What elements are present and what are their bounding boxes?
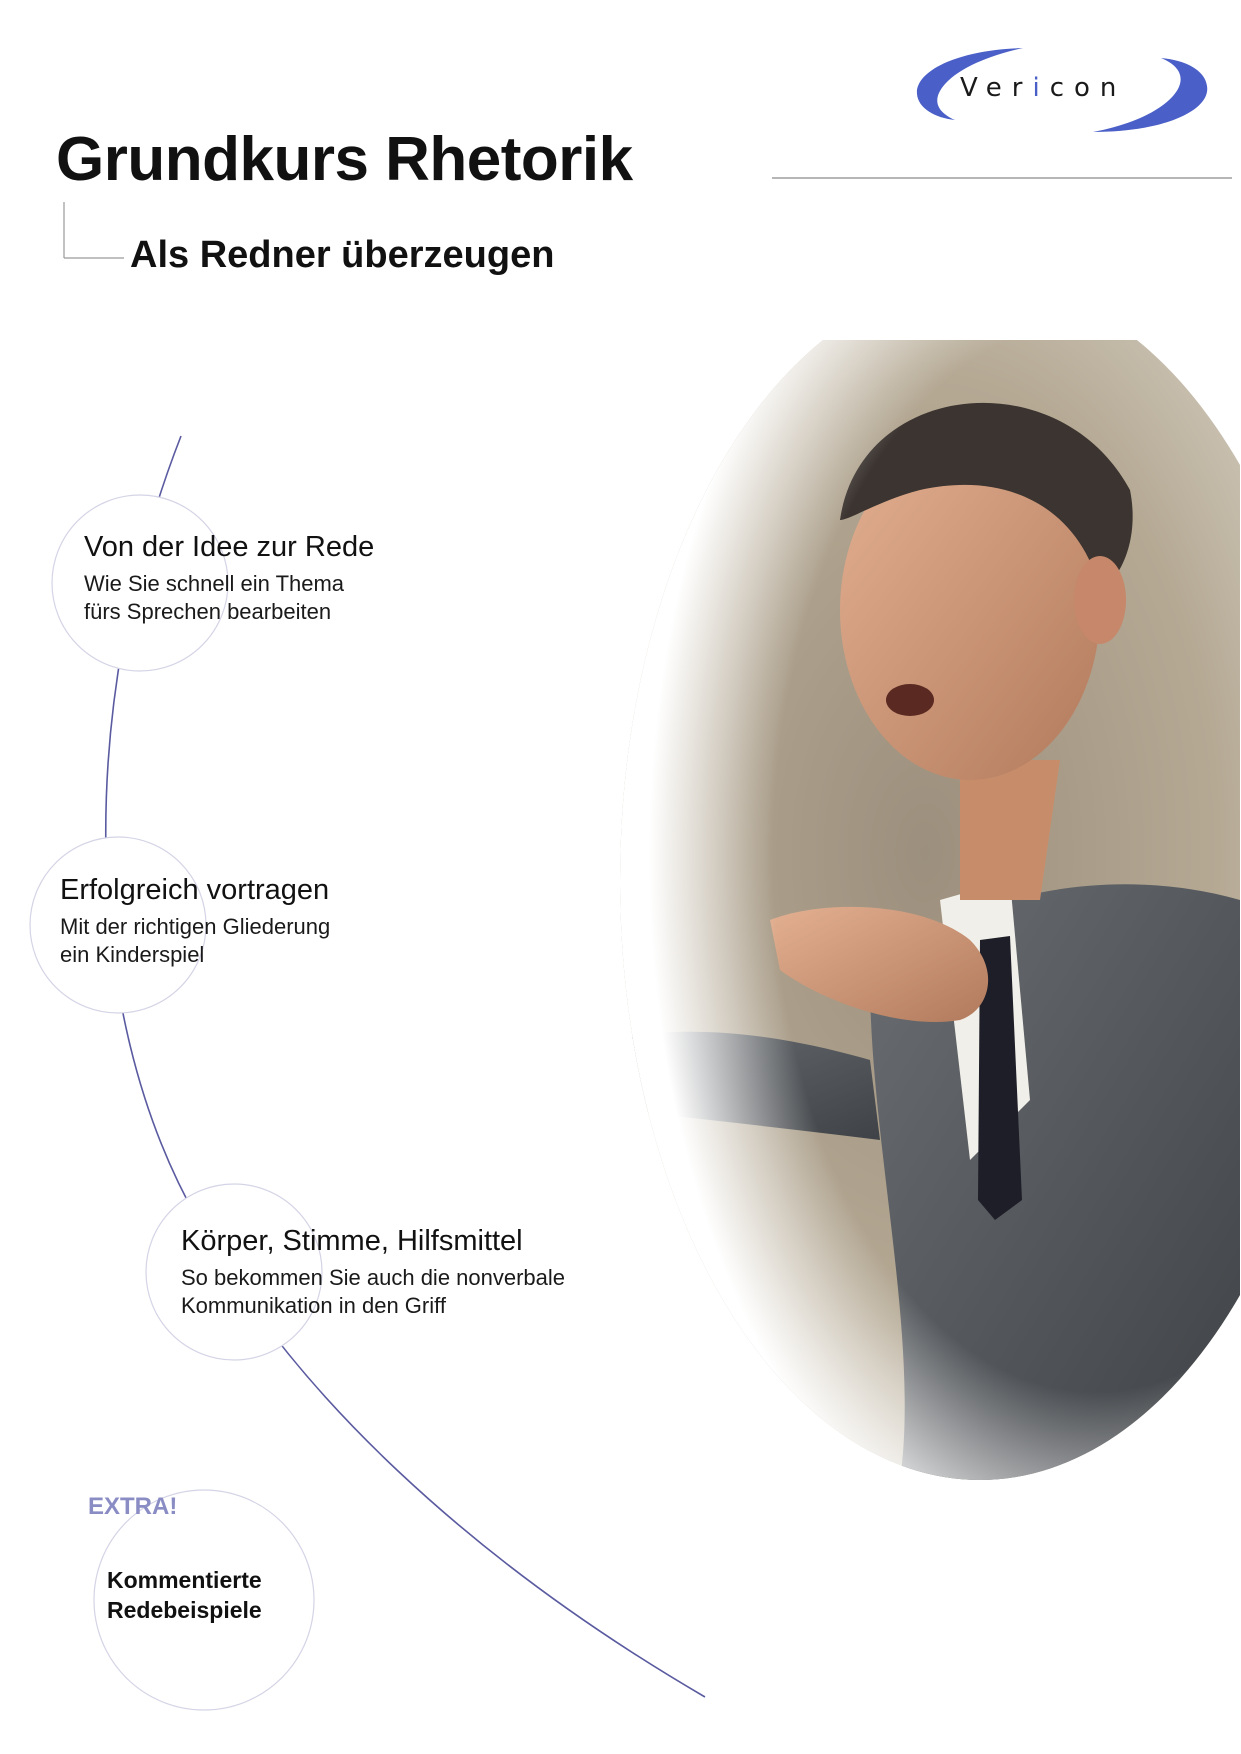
feature-description: [84, 570, 374, 626]
feature-body-voice-tools: [181, 1225, 565, 1320]
feature-heading: Von der Idee zur Rede: [84, 531, 375, 563]
feature-presenting: [60, 874, 330, 969]
feature-heading: Körper, Stimme, Hilfsmittel: [181, 1225, 523, 1257]
feature-description: [181, 1264, 565, 1320]
extra-description: [107, 1565, 262, 1625]
page-title: Grundkurs Rhetorik: [56, 125, 633, 194]
feature-line-2: fürs Sprechen bearbeiten: [84, 599, 332, 624]
feature-description: [60, 913, 330, 969]
feature-idea-to-speech: [84, 531, 374, 626]
extra-line-1: Kommentierte: [107, 1567, 262, 1593]
speaker-photo: [540, 340, 1240, 1480]
feature-line-1: So bekommen Sie auch die nonverbale: [181, 1265, 566, 1290]
feature-heading: Erfolgreich vortragen: [60, 874, 330, 906]
extra-label: EXTRA!: [88, 1493, 178, 1520]
vericon-logo: [915, 42, 1215, 138]
logo-wordmark: Vericon: [960, 73, 1127, 103]
page-subtitle: Als Redner überzeugen: [130, 234, 555, 276]
feature-line-1: Mit der richtigen Gliederung: [60, 914, 331, 939]
feature-line-2: ein Kinderspiel: [60, 942, 205, 967]
feature-line-1: Wie Sie schnell ein Thema: [84, 571, 345, 596]
feature-line-2: Kommunikation in den Griff: [181, 1293, 446, 1318]
extra-line-2: Redebeispiele: [107, 1597, 262, 1623]
